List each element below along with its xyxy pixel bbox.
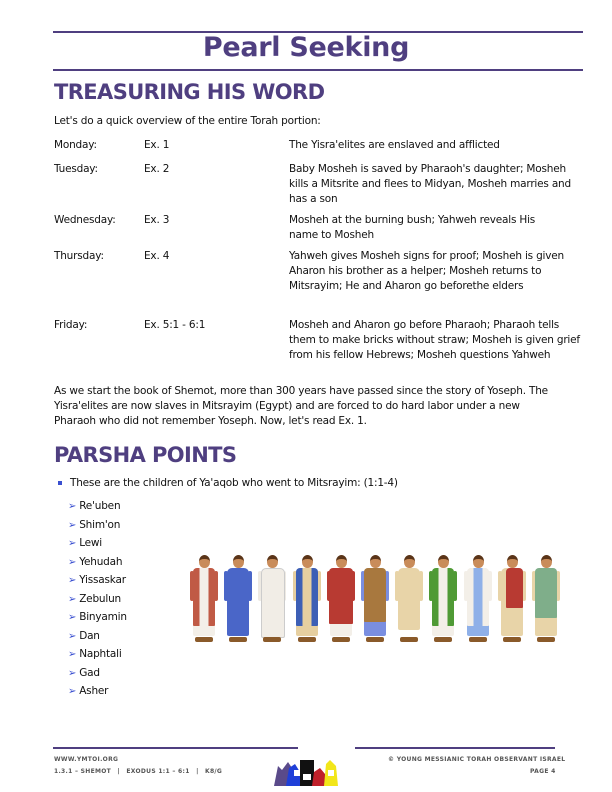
tribe-list xyxy=(68,499,127,703)
section-heading-parsha-points: PARSHA POINTS xyxy=(54,443,237,467)
tribe-name: Gad xyxy=(79,666,100,679)
footer-website: WWW.YMTOI.ORG xyxy=(54,756,119,763)
list-item xyxy=(68,536,127,555)
tribe-name: Yissaskar xyxy=(79,574,126,586)
square-bullet-icon xyxy=(58,481,62,485)
schedule-desc: Mosheh at the burning bush; Yahweh reveals His name to Mosheh xyxy=(289,214,536,241)
section-heading-treasuring: TREASURING HIS WORD xyxy=(54,80,325,104)
figure-man xyxy=(361,555,389,655)
tribe-name: Shim'on xyxy=(79,518,121,531)
footer-rule-left xyxy=(53,747,298,749)
tribe-name: Asher xyxy=(79,685,109,697)
schedule-day: Thursday: xyxy=(54,250,104,262)
children-bullet-text: These are the children of Ya'aqob who went to Mitsrayim: (1:1-4) xyxy=(70,477,398,489)
schedule-ref: Ex. 4 xyxy=(144,250,170,262)
children-bullet xyxy=(58,476,398,491)
arrow-bullet-icon: ➢ xyxy=(68,575,77,586)
divider: | xyxy=(196,768,199,775)
footer-lesson-info xyxy=(54,768,222,775)
schedule-day: Wednesday: xyxy=(54,214,116,226)
list-item xyxy=(68,647,127,666)
figure-man xyxy=(258,555,286,655)
figure-man xyxy=(429,555,457,655)
footer-page-number: PAGE 4 xyxy=(530,768,556,775)
figure-man xyxy=(293,555,321,655)
arrow-bullet-icon: ➢ xyxy=(68,538,77,549)
footer-scripture: EXODUS 1:1 – 6:1 xyxy=(126,768,190,775)
figure-man xyxy=(395,555,423,655)
list-item xyxy=(68,610,127,629)
list-item xyxy=(68,629,127,648)
arrow-bullet-icon: ➢ xyxy=(68,556,77,568)
list-item xyxy=(68,555,127,574)
arrow-bullet-icon: ➢ xyxy=(68,519,77,531)
schedule-ref: Ex. 3 xyxy=(144,214,170,226)
divider: | xyxy=(117,768,120,775)
schedule-desc: Baby Mosheh is saved by Pharaoh's daughter; Mosheh kills a Mitsrite and flees to Midyan, Mosheh marries and has a son xyxy=(289,163,571,205)
schedule-day: Friday: xyxy=(54,319,88,331)
tribe-name: Zebulun xyxy=(79,592,121,605)
page-title: Pearl Seeking xyxy=(202,32,410,63)
tribe-name: Lewi xyxy=(79,537,103,549)
footer-grade: K8/G xyxy=(205,768,223,775)
tribe-name: Binyamin xyxy=(79,611,127,623)
arrow-bullet-icon: ➢ xyxy=(68,593,77,605)
ymtoi-logo-icon xyxy=(270,752,350,788)
arrow-bullet-icon: ➢ xyxy=(68,686,77,697)
figure-man xyxy=(498,555,526,655)
schedule-desc: The Yisra'elites are enslaved and afflicted xyxy=(289,139,500,151)
arrow-bullet-icon: ➢ xyxy=(68,649,77,660)
figure-man xyxy=(464,555,492,655)
figure-man xyxy=(532,555,560,655)
title-bottom-rule xyxy=(53,69,583,71)
schedule-day: Monday: xyxy=(54,139,97,151)
list-item xyxy=(68,666,127,685)
list-item xyxy=(68,573,127,592)
figure-man xyxy=(190,555,218,655)
intro-paragraph: As we start the book of Shemot, more than 300 years have passed since the story of Yoseph. The Yisra'elites are now slaves in Mitsrayim (Egypt) and are forced to do hard labor under a new Pharaoh who did not remember Yoseph. Now, let's read Ex. 1. xyxy=(54,385,548,427)
list-item xyxy=(68,499,127,518)
list-item xyxy=(68,684,127,703)
tribe-name: Re'uben xyxy=(79,500,121,512)
schedule-ref: Ex. 5:1 - 6:1 xyxy=(144,319,206,331)
schedule-desc: Mosheh and Aharon go before Pharaoh; Pharaoh tells them to make bricks without straw; Mosheh is given grief from his fellow Hebrews; Mosheh questions Yahweh xyxy=(289,319,580,361)
tribe-name: Naphtali xyxy=(79,648,122,660)
schedule-ref: Ex. 1 xyxy=(144,139,170,151)
footer-rule-right xyxy=(355,747,555,749)
footer-copyright: © YOUNG MESSIANIC TORAH OBSERVANT ISRAEL xyxy=(388,756,566,763)
schedule-desc: Yahweh gives Mosheh signs for proof; Mosheh is given Aharon his brother as a helper; Mosheh returns to Mitsrayim; He and Aharon go beforethe elders xyxy=(289,250,564,292)
list-item xyxy=(68,592,127,611)
tribe-name: Yehudah xyxy=(79,555,123,568)
footer-lesson: 1.3.1 – SHEMOT xyxy=(54,768,112,775)
tribe-name: Dan xyxy=(79,629,100,642)
tribes-illustration xyxy=(190,555,560,655)
arrow-bullet-icon: ➢ xyxy=(68,501,77,512)
overview-intro: Let's do a quick overview of the entire Torah portion: xyxy=(54,115,321,127)
schedule-ref: Ex. 2 xyxy=(144,163,170,175)
figure-man xyxy=(327,555,355,655)
arrow-bullet-icon: ➢ xyxy=(68,667,77,679)
arrow-bullet-icon: ➢ xyxy=(68,612,77,623)
figure-man xyxy=(224,555,252,655)
schedule-day: Tuesday: xyxy=(54,163,98,175)
arrow-bullet-icon: ➢ xyxy=(68,630,77,642)
list-item xyxy=(68,518,127,537)
